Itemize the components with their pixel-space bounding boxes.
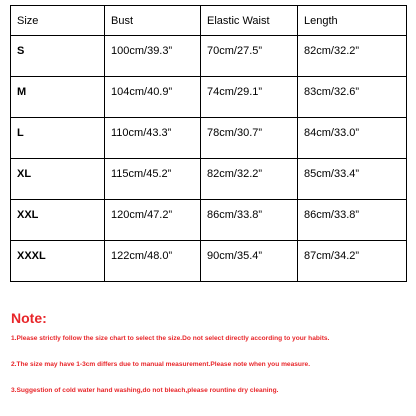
waist-cell: 78cm/30.7” xyxy=(201,118,298,159)
bust-cell: 120cm/47.2” xyxy=(105,200,201,241)
length-cell: 85cm/33.4” xyxy=(298,159,407,200)
length-cell: 83cm/32.6” xyxy=(298,77,407,118)
waist-cell: 90cm/35.4” xyxy=(201,241,298,282)
note-item: 3.Suggestion of cold water hand washing,do not bleach,please rountine dry cleaning. xyxy=(11,387,279,394)
length-cell: 87cm/34.2” xyxy=(298,241,407,282)
bust-cell: 100cm/39.3” xyxy=(105,36,201,77)
header-length: Length xyxy=(298,6,407,36)
header-elastic-waist: Elastic Waist xyxy=(201,6,298,36)
bust-cell: 110cm/43.3” xyxy=(105,118,201,159)
size-cell: M xyxy=(11,77,105,118)
length-cell: 82cm/32.2” xyxy=(298,36,407,77)
waist-cell: 82cm/32.2” xyxy=(201,159,298,200)
size-cell: XXL xyxy=(11,200,105,241)
waist-cell: 74cm/29.1” xyxy=(201,77,298,118)
size-cell: S xyxy=(11,36,105,77)
table-row xyxy=(11,241,407,282)
length-cell: 86cm/33.8” xyxy=(298,200,407,241)
table-row xyxy=(11,200,407,241)
table-row xyxy=(11,77,407,118)
note-item: 2.The size may have 1-3cm differs due to manual measurement.Please note when you measure. xyxy=(11,361,311,368)
size-cell: L xyxy=(11,118,105,159)
header-bust: Bust xyxy=(105,6,201,36)
waist-cell: 70cm/27.5” xyxy=(201,36,298,77)
size-cell: XL xyxy=(11,159,105,200)
size-cell: XXXL xyxy=(11,241,105,282)
table-row xyxy=(11,36,407,77)
length-cell: 84cm/33.0” xyxy=(298,118,407,159)
bust-cell: 104cm/40.9” xyxy=(105,77,201,118)
table-row xyxy=(11,118,407,159)
bust-cell: 122cm/48.0” xyxy=(105,241,201,282)
note-item: 1.Please strictly follow the size chart to select the size.Do not select directly according to your habits. xyxy=(11,335,330,342)
notes-section xyxy=(11,310,411,394)
bust-cell: 115cm/45.2” xyxy=(105,159,201,200)
table-header-row xyxy=(11,6,407,36)
header-size: Size xyxy=(11,6,105,36)
size-chart-table xyxy=(10,5,407,282)
note-title: Note: xyxy=(11,310,47,326)
waist-cell: 86cm/33.8” xyxy=(201,200,298,241)
table-row xyxy=(11,159,407,200)
